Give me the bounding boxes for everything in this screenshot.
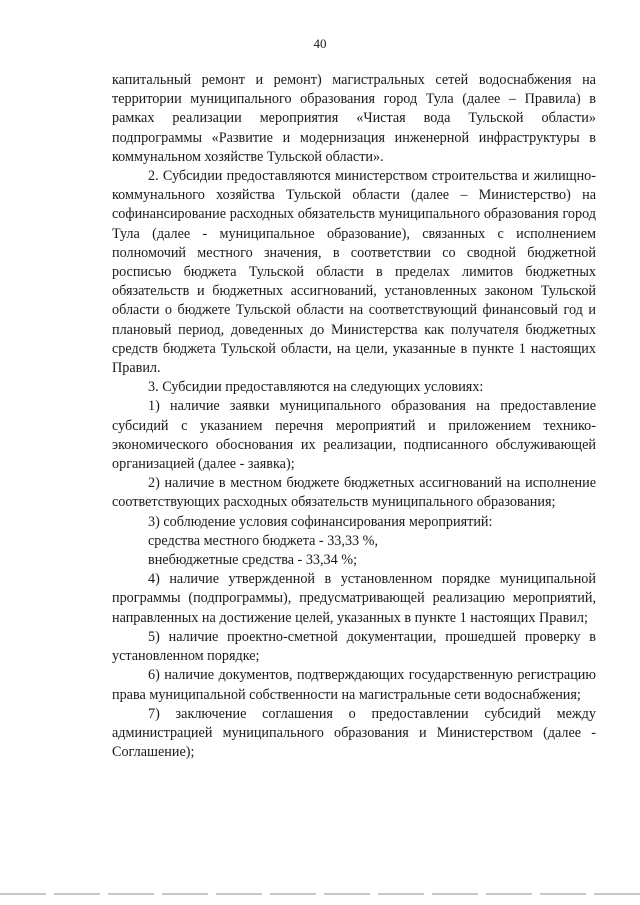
condition-4: 4) наличие утвержденной в установленном порядке муниципальной программы (подпрограммы), предусматривающей реализацию мероприятий, направленных на достижение целей, указанных в пункте 1 настоящих Правил; xyxy=(112,571,596,626)
condition-2: 2) наличие в местном бюджете бюджетных ассигнований на исполнение соответствующих расходных обязательств муниципального образования; xyxy=(112,475,596,511)
condition-1: 1) наличие заявки муниципального образования на предоставление субсидий с указанием перечня мероприятий и приложением технико-экономического обоснования их реализации, подписанного обслуживающей организацией (далее - заявка); xyxy=(112,398,596,473)
paragraph-rules-intro: капитальный ремонт и ремонт) магистральных сетей водоснабжения на территории муниципального образования город Тула (далее – Правила) в рамках реализации мероприятия «Чистая вода Тульской области» подпрограммы «Развитие и модернизация инженерной инфраструктуры в коммунальном хозяйстве Тульской области». xyxy=(112,72,596,165)
condition-3: 3) соблюдение условия софинансирования мероприятий: xyxy=(148,513,493,530)
condition-7: 7) заключение соглашения о предоставлении субсидий между администрацией муниципального образования и Министерством (далее - Соглашение); xyxy=(112,705,596,761)
paragraph-clause-3: 3. Субсидии предоставляются на следующих условиях: xyxy=(148,379,484,396)
paragraph-clause-2: 2. Субсидии предоставляются министерством строительства и жилищно-коммунального хозяйства Тульской области (далее – Министерство) на софинансирование расходных обязательств муниципального образования город Тула (далее - муниципальное образование), связанных с исполнением полномочий местного значения, в соответствии со сводной бюджетной росписью бюджета Тульской области в пределах лимитов бюджетных обязательств и бюджетных ассигнований, установленных законом Тульской области о бюджете Тульской области на соответствующий финансовый год и плановый период, доведенных до Министерства как получателя бюджетных средств бюджета Тульской области, на цели, указанные в пункте 1 настоящих Правил. xyxy=(112,168,596,377)
document-body xyxy=(112,71,596,762)
condition-5: 5) наличие проектно-сметной документации, прошедшей проверку в установленном порядке; xyxy=(112,628,596,665)
cofinancing-local-budget: средства местного бюджета - 33,33 %, xyxy=(148,532,379,549)
scan-edge-artifact xyxy=(0,893,640,895)
condition-6: 6) наличие документов, подтверждающих государственную регистрацию права муниципальной собственности на магистральные сети водоснабжения; xyxy=(112,667,596,703)
page-number: 40 xyxy=(313,36,327,51)
cofinancing-extrabudgetary: внебюджетные средства - 33,34 %; xyxy=(148,552,358,569)
